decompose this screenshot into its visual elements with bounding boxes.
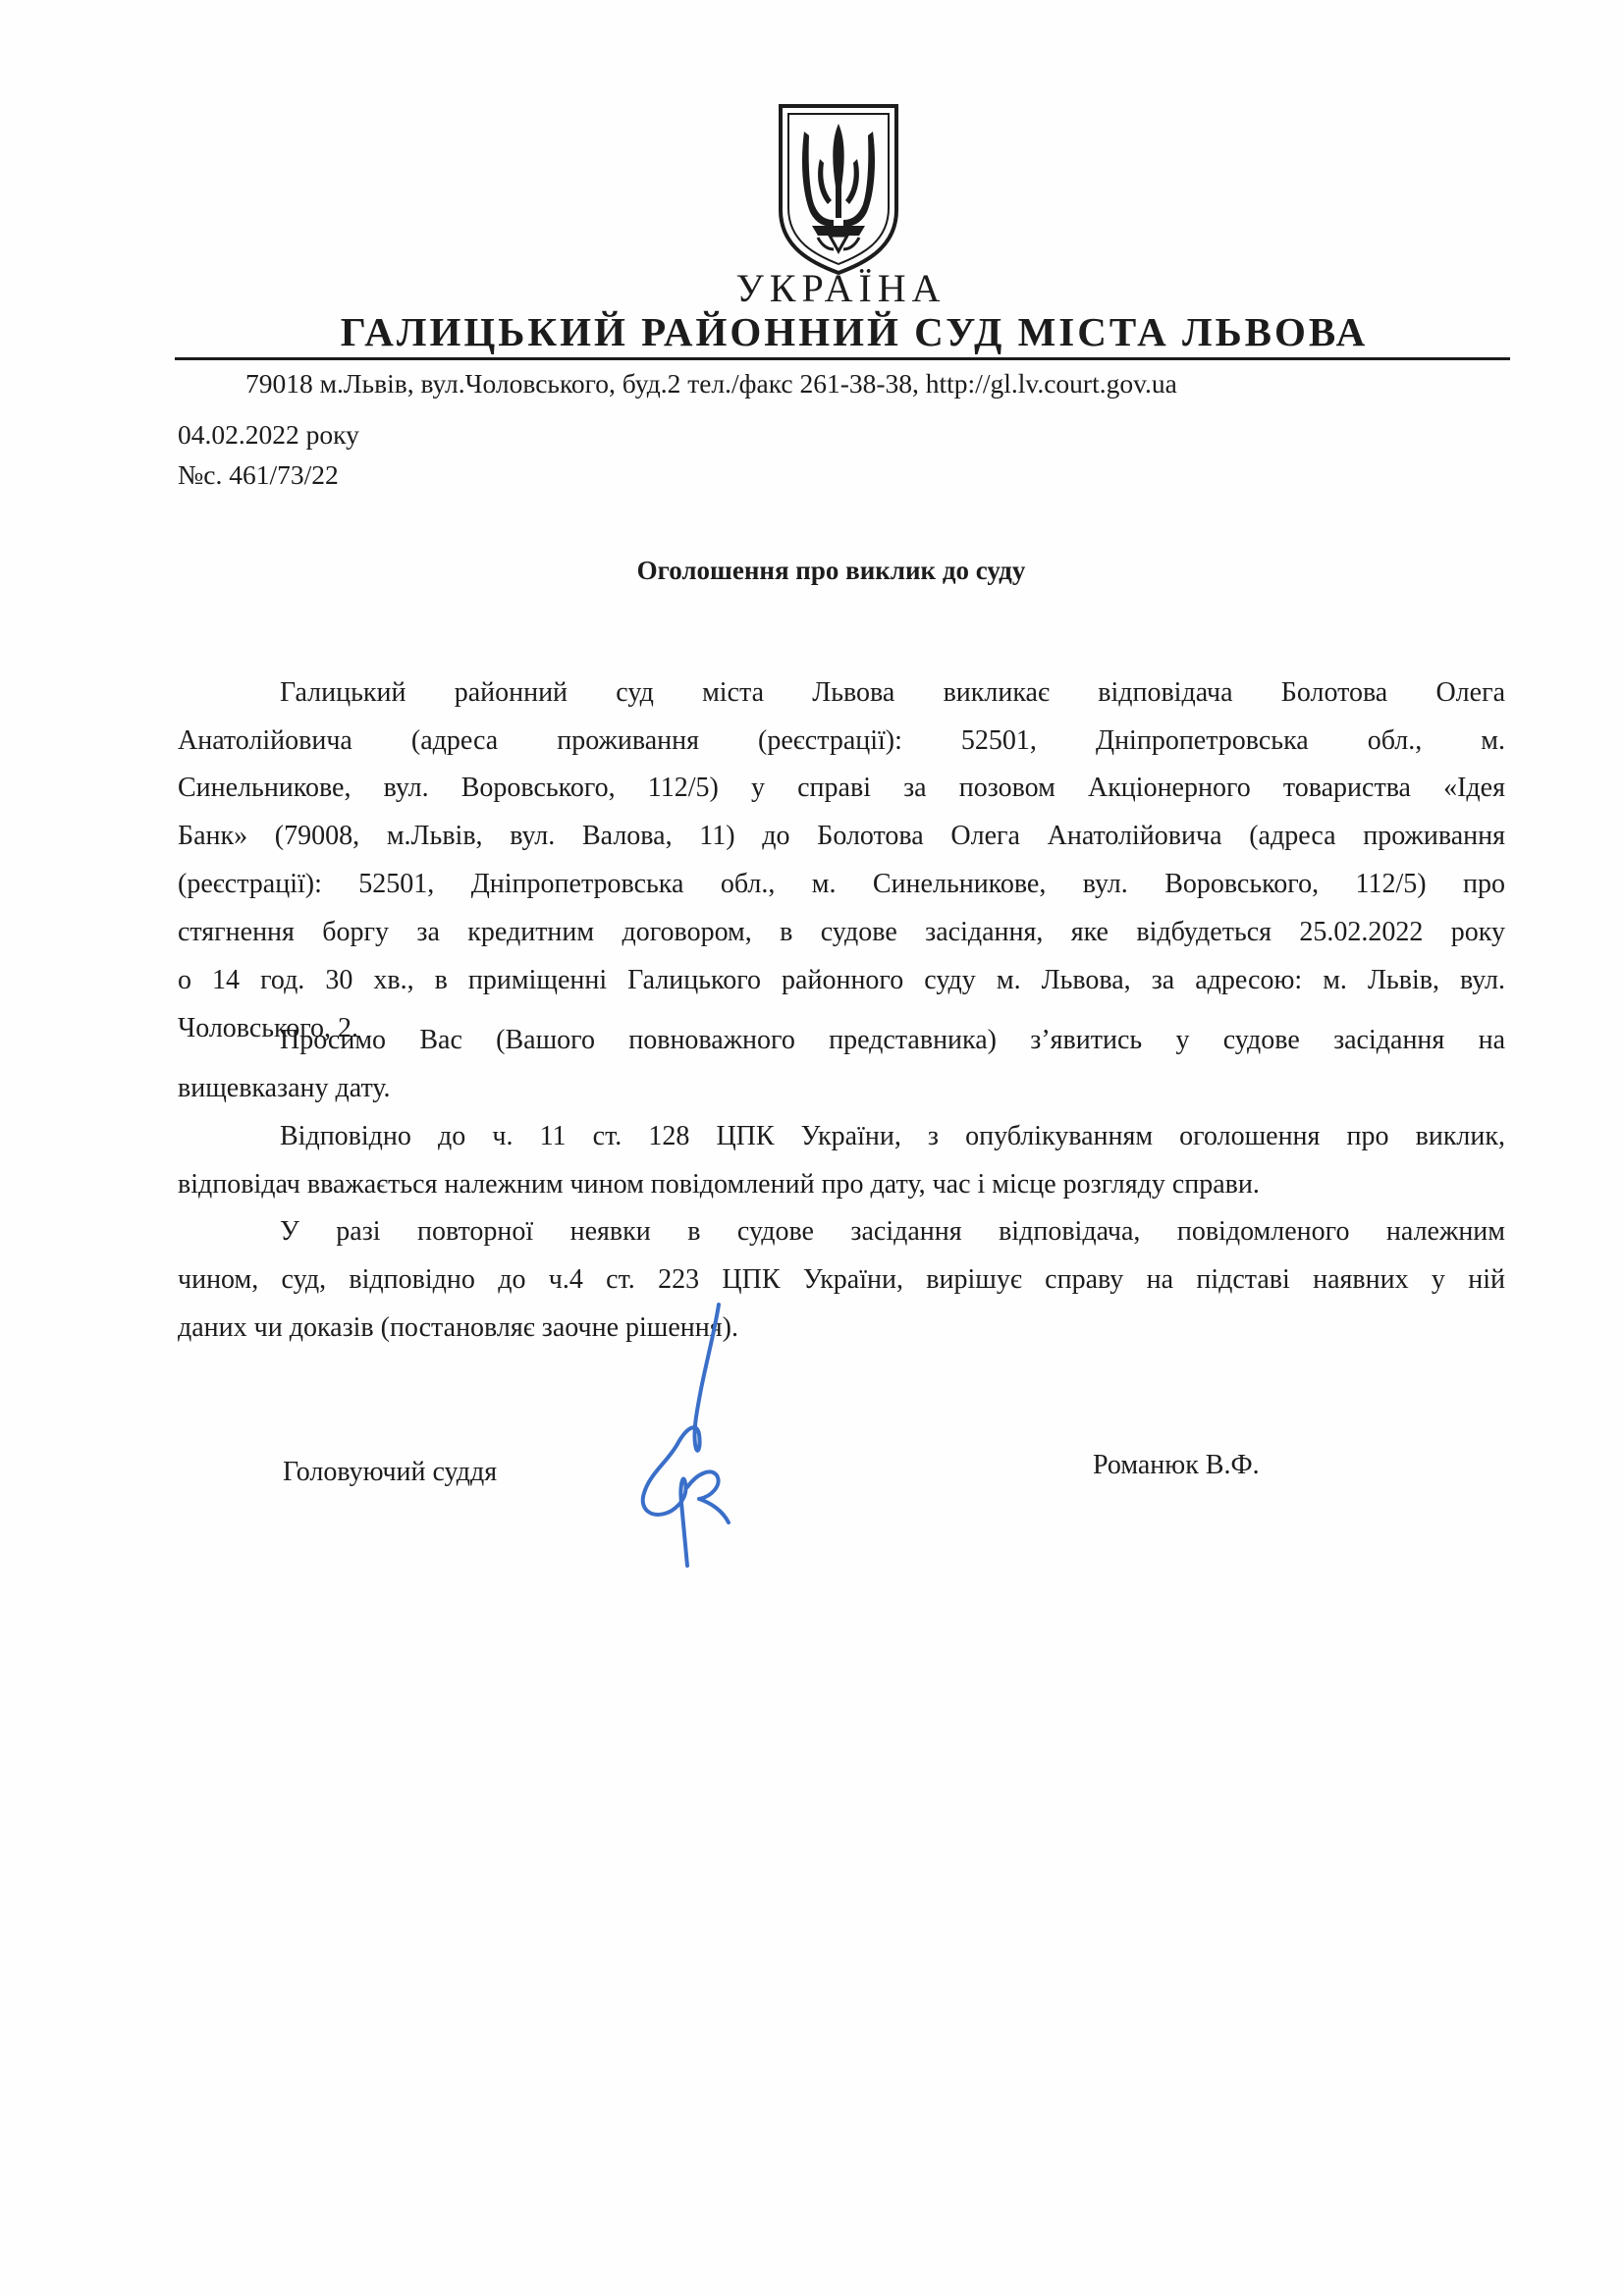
paragraph-line: Чоловського, 2. xyxy=(178,1013,359,1043)
paragraph-line: стягнення боргу за кредитним договором, в судове засідання, яке відбудеться 25.02.2022 року xyxy=(178,917,1505,947)
trident-coat-of-arms-icon xyxy=(777,102,900,275)
court-name-heading: ГАЛИЦЬКИЙ РАЙОННИЙ СУД МІСТА ЛЬВОВА xyxy=(340,309,1369,354)
document-date: 04.02.2022 року xyxy=(178,419,359,450)
paragraph-line: (реєстрації): 52501, Дніпропетровська обл., м. Синельникове, вул. Воровського, 112/5) про xyxy=(178,869,1505,899)
judge-name: Романюк В.Ф. xyxy=(1093,1450,1260,1480)
paragraph-line: Синельникове, вул. Воровського, 112/5) у справі за позовом Акціонерного товариства «Ідея xyxy=(178,773,1505,803)
document-title: Оголошення про виклик до суду xyxy=(636,556,1026,585)
paragraph-line: вищевказану дату. xyxy=(178,1073,391,1103)
paragraph-line: відповідач вважається належним чином повідомлений про дату, час і місце розгляду справи. xyxy=(178,1169,1260,1200)
paragraph-line: чином, суд, відповідно до ч.4 ст. 223 ЦПК України, вирішує справу на підставі наявних у ній xyxy=(178,1264,1505,1295)
paragraph-line: Банк» (79008, м.Львів, вул. Валова, 11) до Болотова Олега Анатолійовича (адреса проживання xyxy=(178,821,1505,851)
paragraph-line: о 14 год. 30 хв., в приміщенні Галицького районного суду м. Львова, за адресою: м. Львів, вул. xyxy=(178,965,1505,995)
country-heading: УКРАЇНА xyxy=(735,266,947,310)
paragraph-line: У разі повторної неявки в судове засідання відповідача, повідомленого належним xyxy=(280,1216,1505,1247)
presiding-judge-label: Головуючий суддя xyxy=(283,1457,498,1487)
paragraph-line: Анатолійовича (адреса проживання (реєстрації): 52501, Дніпропетровська обл., м. xyxy=(178,725,1505,756)
header-divider xyxy=(175,357,1510,360)
paragraph-line: Галицький районний суд міста Львова викликає відповідача Болотова Олега xyxy=(280,677,1505,708)
court-address: 79018 м.Львів, вул.Чоловського, буд.2 тел./факс 261-38-38, http://gl.lv.court.gov.ua xyxy=(245,368,1177,399)
case-number: №с. 461/73/22 xyxy=(178,459,339,490)
paragraph-line: Просимо Вас (Вашого повноважного представника) з’явитись у судове засідання на xyxy=(280,1025,1505,1055)
judge-signature xyxy=(628,1301,756,1575)
paragraph-line: Відповідно до ч. 11 ст. 128 ЦПК України, з опублікуванням оголошення про виклик, xyxy=(280,1121,1505,1151)
paragraph-line: даних чи доказів (постановляє заочне рішення). xyxy=(178,1312,738,1343)
